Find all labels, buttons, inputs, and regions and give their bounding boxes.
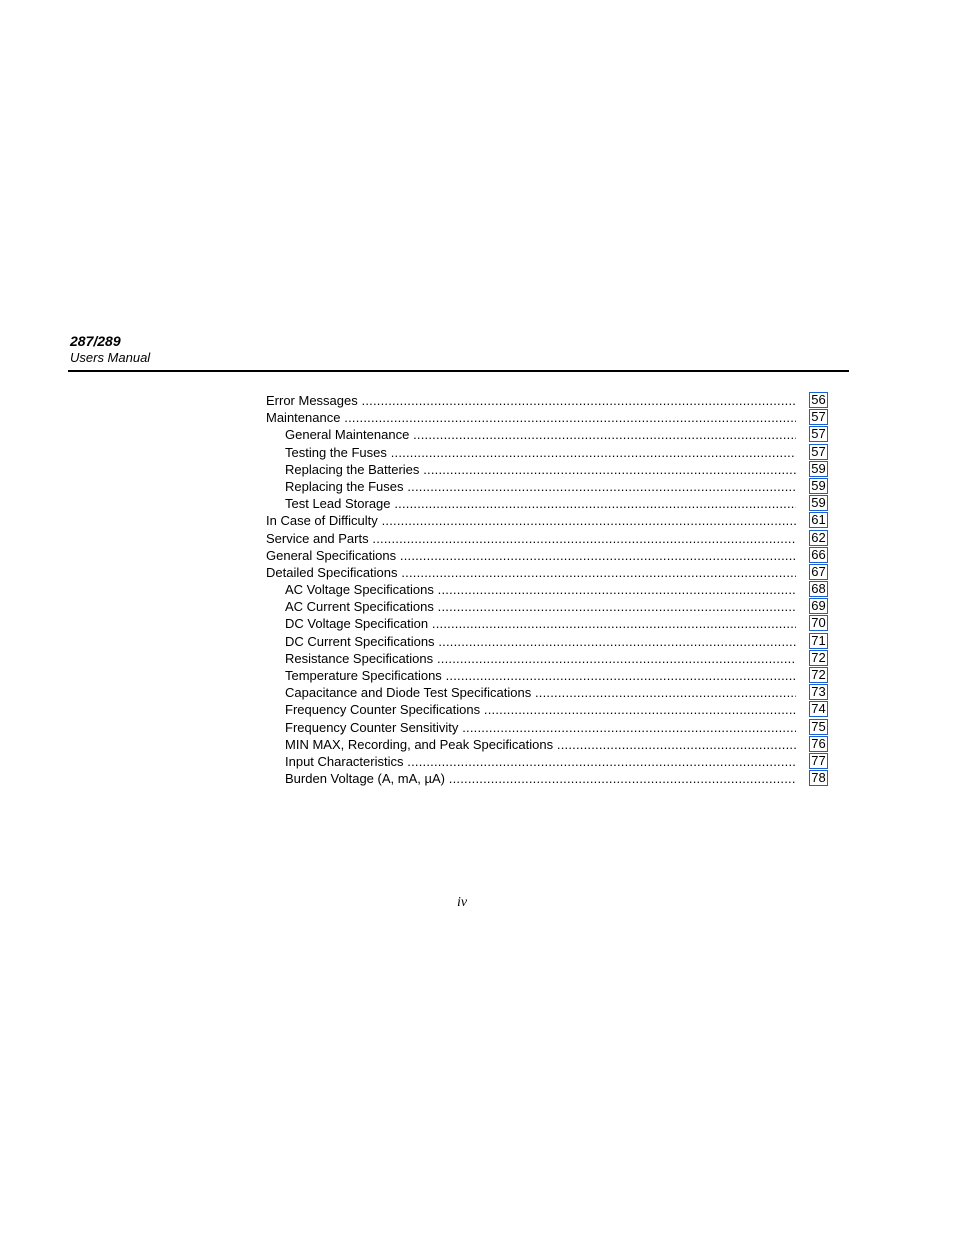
toc-entry-title: Resistance Specifications ..... [285,650,796,667]
toc-entry[interactable] [266,495,828,512]
toc-entry-title: Burden Voltage (A, mA, µA) ..... [285,770,796,787]
toc-entry-title: Replacing the Batteries ..... [285,461,796,478]
toc-entry[interactable] [266,650,828,667]
toc-entry-title: Replacing the Fuses ..... [285,478,796,495]
toc-entry[interactable] [266,530,828,547]
toc-page-link[interactable]: 61 [809,512,828,528]
toc-entry-title: MIN MAX, Recording, and Peak Specifications ..... [285,736,796,753]
toc-entry[interactable] [266,581,828,598]
toc-page-link[interactable]: 71 [809,633,828,649]
toc-page-link[interactable]: 69 [809,598,828,614]
manual-title: Users Manual [70,350,151,365]
toc-entry[interactable] [266,444,828,461]
toc-page-link[interactable]: 57 [809,426,828,442]
toc-entry-title: Frequency Counter Specifications ..... [285,701,796,718]
toc-page-link[interactable]: 59 [809,478,828,494]
toc-entry-title: AC Current Specifications ..... [285,598,796,615]
toc-page-link[interactable]: 76 [809,736,828,752]
toc-entry[interactable] [266,770,828,787]
toc-page-link[interactable]: 66 [809,547,828,563]
running-header [70,332,150,366]
toc-page-link[interactable]: 74 [809,701,828,717]
toc-entry-title: General Specifications ..... [266,547,796,564]
toc-entry-title: Input Characteristics ..... [285,753,796,770]
toc-entry-title: Testing the Fuses ..... [285,444,796,461]
toc-entry-title: Temperature Specifications ..... [285,667,796,684]
toc-page-link[interactable]: 59 [809,461,828,477]
toc-page-link[interactable]: 72 [809,667,828,683]
model-number: 287/289 [70,333,121,349]
toc-entry[interactable] [266,667,828,684]
toc-entry[interactable] [266,409,828,426]
toc-entry[interactable] [266,512,828,529]
toc-page-link[interactable]: 78 [809,770,828,786]
toc-entry-title: DC Current Specifications ..... [285,633,796,650]
toc-entry[interactable] [266,633,828,650]
toc-page-link[interactable]: 70 [809,615,828,631]
toc-page-link[interactable]: 59 [809,495,828,511]
toc-entry-title: In Case of Difficulty ..... [266,512,796,529]
page-number: iv [457,895,468,910]
toc-entry[interactable] [266,564,828,581]
toc-entry[interactable] [266,736,828,753]
toc-page-link[interactable]: 68 [809,581,828,597]
toc-page-link[interactable]: 72 [809,650,828,666]
toc-page-link[interactable]: 57 [809,409,828,425]
toc-entry-title: Maintenance ..... [266,409,796,426]
toc-entry-title: Service and Parts ..... [266,530,796,547]
toc-entry[interactable] [266,684,828,701]
toc-entry[interactable] [266,461,828,478]
toc-page-link[interactable]: 67 [809,564,828,580]
toc-entry-title: Test Lead Storage ..... [285,495,796,512]
toc-entry-title: Capacitance and Diode Test Specifications ..... [285,684,796,701]
toc-entry[interactable] [266,615,828,632]
toc-page-link[interactable]: 62 [809,530,828,546]
toc-entry-title: DC Voltage Specification ..... [285,615,796,632]
toc-entry[interactable] [266,478,828,495]
toc-entry-title: AC Voltage Specifications ..... [285,581,796,598]
toc-page-link[interactable]: 75 [809,719,828,735]
toc-entry[interactable] [266,426,828,443]
toc-entry-title: General Maintenance ..... [285,426,796,443]
toc-entry[interactable] [266,598,828,615]
header-rule [68,370,849,372]
toc-entry[interactable] [266,719,828,736]
toc-page-link[interactable]: 56 [809,392,828,408]
toc-page-link[interactable]: 57 [809,444,828,460]
toc-entry-title: Detailed Specifications ..... [266,564,796,581]
toc-entry[interactable] [266,753,828,770]
toc-entry[interactable] [266,392,828,409]
toc-entry[interactable] [266,547,828,564]
table-of-contents [266,392,828,787]
toc-page-link[interactable]: 73 [809,684,828,700]
toc-entry-title: Frequency Counter Sensitivity ..... [285,719,796,736]
toc-page-link[interactable]: 77 [809,753,828,769]
toc-entry[interactable] [266,701,828,718]
toc-entry-title: Error Messages ..... [266,392,796,409]
